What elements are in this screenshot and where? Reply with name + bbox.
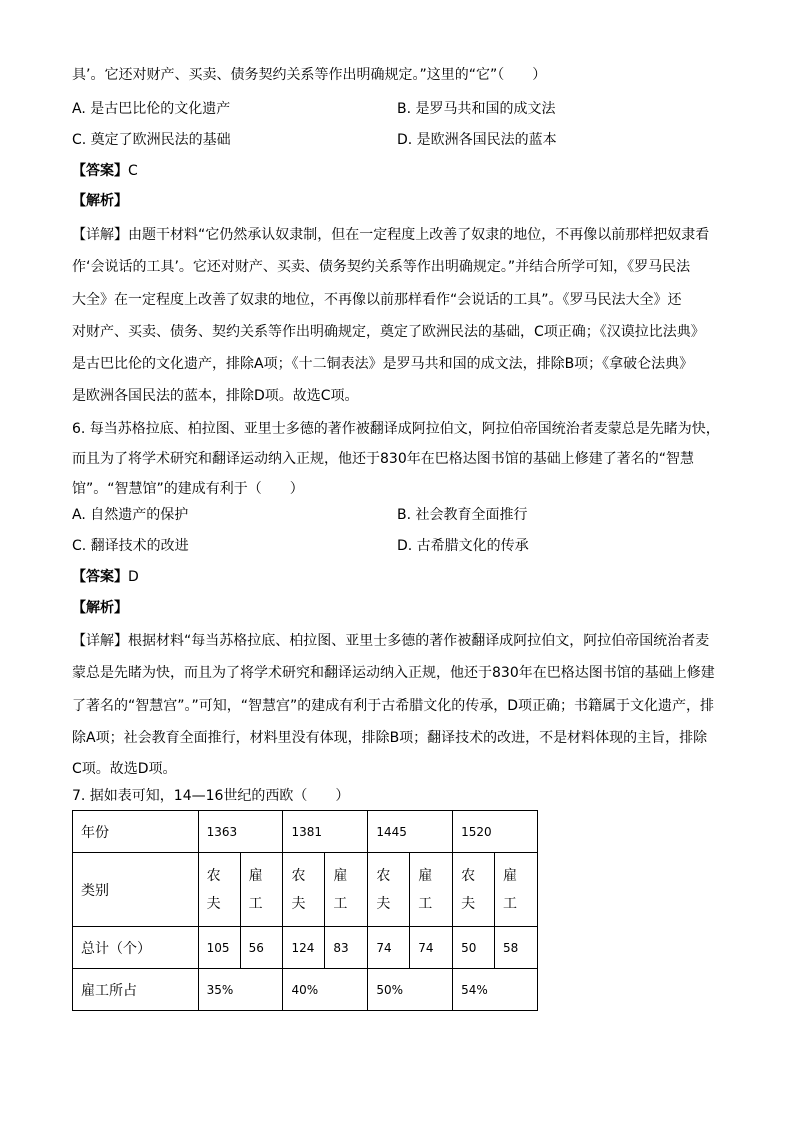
category-laborer <box>495 853 538 927</box>
year-cell: 1363 <box>198 811 283 853</box>
total-cell: 74 <box>368 927 410 969</box>
table-row-category <box>73 853 538 927</box>
table-row-year <box>73 811 538 853</box>
q6-stem-line: 而且为了将学术研究和翻译运动纳入正规，他还于830年在巴格达图书馆的基础上修建了著名的“智慧 <box>72 451 694 467</box>
q5-detail-line: 大全》在一定程度上改善了奴隶的地位，不再像以前那样看作“会说话的工具”。《罗马民法大全》还 <box>72 292 682 308</box>
share-cell: 40% <box>283 969 368 1011</box>
category-farmer <box>453 853 495 927</box>
total-cell: 50 <box>453 927 495 969</box>
total-cell: 105 <box>198 927 240 969</box>
q6-analysis-tag: 【解析】 <box>72 600 128 616</box>
category-char: 雇 <box>333 867 348 884</box>
q5-stem-tail: 具’。它还对财产、买卖、债务契约关系等作出明确规定。”这里的“它”（ ） <box>72 67 547 83</box>
total-cell: 83 <box>325 927 368 969</box>
table-row-share <box>73 969 538 1011</box>
q6-detail-line: 除A项；社会教育全面推行，材料里没有体现，排除B项；翻译技术的改进，不是材料体现的主旨，排除 <box>72 730 708 746</box>
answer-tag: 【答案】 <box>72 569 128 585</box>
q5-option-b[interactable]: B. 是罗马共和国的成文法 <box>397 101 556 117</box>
category-laborer <box>240 853 283 927</box>
category-char: 夫 <box>206 895 221 912</box>
category-char: 夫 <box>461 895 476 912</box>
q6-detail-line: 蒙总是先睹为快，而且为了将学术研究和翻译运动纳入正规，他还于830年在巴格达图书馆的基础上修建 <box>72 665 715 681</box>
q6-stem-line: 6. 每当苏格拉底、柏拉图、亚里士多德的著作被翻译成阿拉伯文，阿拉伯帝国统治者麦蒙总是先睹为快， <box>72 421 720 437</box>
q5-detail-line: 【详解】由题干材料“它仍然承认奴隶制，但在一定程度上改善了奴隶的地位，不再像以前那样把奴隶看 <box>72 227 710 243</box>
q5-detail-line: 作‘会说话的工具’。它还对财产、买卖、债务契约关系等作出明确规定。”并结合所学可知，《罗马民法 <box>72 259 691 275</box>
category-label: 类别 <box>73 853 199 927</box>
category-farmer <box>368 853 410 927</box>
answer-tag: 【答案】 <box>72 163 128 179</box>
category-char: 农 <box>291 867 306 884</box>
q6-detail-line: 了著名的“智慧宫”。”可知，“智慧宫”的建成有利于古希腊文化的传承，D项正确；书籍属于文化遗产，排 <box>72 698 715 714</box>
total-label: 总计（个） <box>73 927 199 969</box>
category-char: 工 <box>248 895 263 912</box>
category-farmer <box>283 853 325 927</box>
year-cell: 1520 <box>453 811 538 853</box>
total-cell: 74 <box>410 927 453 969</box>
q6-detail-line: C项。故选D项。 <box>72 761 177 777</box>
q7-data-table <box>72 810 538 1011</box>
year-cell: 1445 <box>368 811 453 853</box>
category-char: 工 <box>418 895 433 912</box>
category-char: 雇 <box>503 867 518 884</box>
q6-detail-line: 【详解】根据材料“每当苏格拉底、柏拉图、亚里士多德的著作被翻译成阿拉伯文，阿拉伯帝国统治者麦 <box>72 633 710 649</box>
share-cell: 35% <box>198 969 283 1011</box>
q6-stem-line: 馆”。“智慧馆”的建成有利于（ ） <box>72 481 304 497</box>
q5-option-c[interactable]: C. 奠定了欧洲民法的基础 <box>72 132 231 148</box>
category-char: 农 <box>376 867 391 884</box>
q5-option-a[interactable]: A. 是古巴比伦的文化遗产 <box>72 101 231 117</box>
category-char: 雇 <box>248 867 263 884</box>
q6-option-a[interactable]: A. 自然遗产的保护 <box>72 507 189 523</box>
q5-detail-line: 对财产、买卖、债务、契约关系等作出明确规定，奠定了欧洲民法的基础，C项正确；《汉谟拉比法典》 <box>72 324 705 340</box>
category-char: 工 <box>333 895 348 912</box>
answer-value: D <box>128 569 139 585</box>
category-farmer <box>198 853 240 927</box>
category-char: 农 <box>461 867 476 884</box>
q6-option-c[interactable]: C. 翻译技术的改进 <box>72 538 189 554</box>
year-cell: 1381 <box>283 811 368 853</box>
share-label: 雇工所占 <box>73 969 199 1011</box>
answer-value: C <box>128 163 138 179</box>
total-cell: 124 <box>283 927 325 969</box>
q5-answer <box>72 161 138 181</box>
category-char: 工 <box>503 895 518 912</box>
share-cell: 50% <box>368 969 453 1011</box>
category-char: 夫 <box>376 895 391 912</box>
category-char: 夫 <box>291 895 306 912</box>
q5-analysis-tag: 【解析】 <box>72 193 128 209</box>
q7-stem: 7. 据如表可知，14—16世纪的西欧（ ） <box>72 788 350 804</box>
total-cell: 56 <box>240 927 283 969</box>
share-cell: 54% <box>453 969 538 1011</box>
q5-detail-line: 是古巴比伦的文化遗产，排除A项；《十二铜表法》是罗马共和国的成文法，排除B项；《拿破仑法典》 <box>72 356 694 372</box>
category-laborer <box>325 853 368 927</box>
q5-option-d[interactable]: D. 是欧洲各国民法的蓝本 <box>397 132 557 148</box>
q6-answer <box>72 567 139 587</box>
category-char: 农 <box>206 867 221 884</box>
category-laborer <box>410 853 453 927</box>
year-label: 年份 <box>73 811 199 853</box>
q6-option-d[interactable]: D. 古希腊文化的传承 <box>397 538 529 554</box>
category-char: 雇 <box>418 867 433 884</box>
total-cell: 58 <box>495 927 538 969</box>
table-row-total <box>73 927 538 969</box>
q5-detail-line: 是欧洲各国民法的蓝本，排除D项。故选C项。 <box>72 388 359 404</box>
q6-option-b[interactable]: B. 社会教育全面推行 <box>397 507 528 523</box>
